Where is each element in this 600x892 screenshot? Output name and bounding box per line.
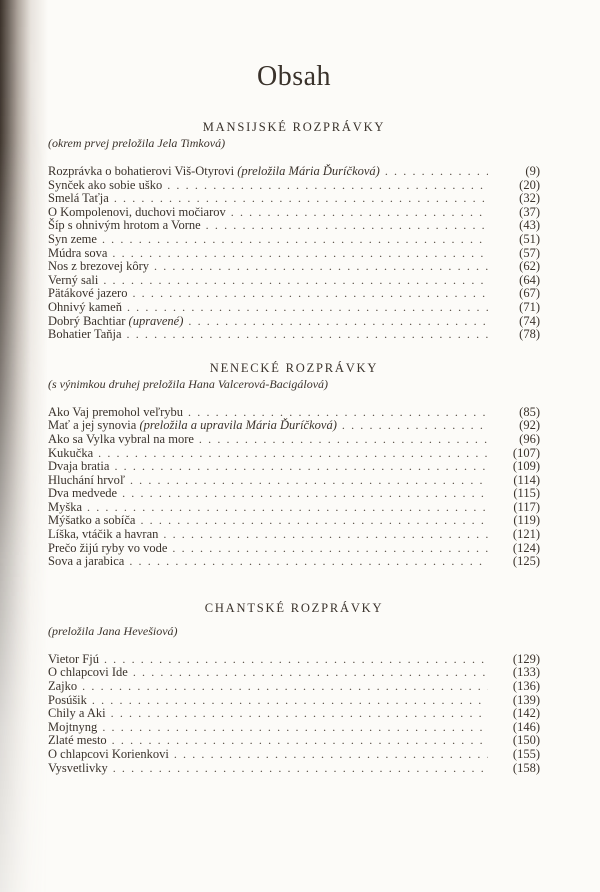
toc-entry [48,653,540,667]
dot-leader [102,233,488,247]
toc-entry [48,287,540,301]
toc-entry [48,487,540,501]
toc-entry [48,460,540,474]
entry-title: Ohnivý kameň [48,299,122,314]
toc-entry [48,666,540,680]
entry-page-number: (142) [512,706,540,721]
toc-entry [48,680,540,694]
dot-leader [87,501,488,515]
entry-title-group [48,179,162,193]
entry-title: O chlapcovi Ide [48,665,128,680]
entry-page-number: (136) [512,679,540,694]
entry-page-number: (32) [519,191,540,206]
toc-entry [48,748,540,762]
entry-title: Smelá Taťja [48,191,109,206]
toc-entry [48,555,540,569]
toc-entry [48,433,540,447]
entry-page-number: (114) [513,472,540,487]
toc-entry [48,219,540,233]
dot-leader [154,260,488,274]
entry-title: Mojtnyng [48,719,98,734]
entry-page-number: (109) [512,459,540,474]
entry-title: Verný sali [48,272,99,287]
dot-leader [127,328,488,342]
toc-entry [48,447,540,461]
entry-title-group [48,734,107,748]
page-title: Obsah [256,61,332,92]
entry-title: Myška [48,499,83,514]
dot-leader [82,680,488,694]
entry-title-group [48,555,124,569]
entry-title-group [48,219,201,233]
toc-section [48,361,540,569]
entry-title: Líška, vtáčik a havran [48,527,159,542]
toc-entry [48,179,540,193]
section-heading: NENECKÉ ROZPRÁVKY [209,360,379,375]
entry-title: Zlaté mesto [48,733,107,748]
entry-title: Posúšik [48,692,87,707]
section-entries [48,165,540,342]
entry-page-number: (62) [519,259,540,274]
dot-leader [127,301,488,315]
dot-leader [133,666,488,680]
entry-page-number: (92) [519,418,540,433]
dot-leader [140,514,488,528]
toc-entry [48,406,540,420]
entry-title: Dvaja bratia [48,459,110,474]
toc-entry [48,707,540,721]
entry-title: Ako Vaj premohol veľrybu [48,404,184,419]
toc-entry [48,419,540,433]
toc-section [48,601,540,775]
entry-page-number: (146) [512,719,540,734]
toc-entry [48,315,540,329]
toc-entry [48,474,540,488]
entry-title-group [48,328,122,342]
entry-page-number: (78) [519,327,540,342]
toc-entry [48,165,540,179]
dot-leader [114,460,488,474]
entry-page-number: (121) [512,527,540,542]
entry-title-group [48,474,125,488]
entry-inline-note: (upravené) [128,313,184,328]
dot-leader [113,762,488,776]
section-note: (preložila Jana Hevešiová) [48,623,178,638]
entry-page-number: (37) [519,204,540,219]
entry-page-number: (71) [519,299,540,314]
entry-title-group [48,460,109,474]
entry-title: O Kompolenovi, duchovi močiarov [48,204,226,219]
dot-leader [342,419,488,433]
toc-entry [48,233,540,247]
table-of-contents [48,0,540,775]
entry-page-number: (74) [519,313,540,328]
entry-title-group [48,260,149,274]
dot-leader [188,406,488,420]
entry-title-group [48,433,194,447]
entry-title-group [48,165,380,179]
entry-title-group [48,707,106,721]
dot-leader [167,179,488,193]
dot-leader [231,206,488,220]
entry-page-number: (119) [513,513,540,528]
entry-inline-note: (preložila a upravila Mária Ďuríčková) [139,418,337,433]
toc-entry [48,301,540,315]
entry-title-group [48,315,183,329]
section-entries [48,653,540,775]
entry-page-number: (107) [512,445,540,460]
entry-title-group [48,406,183,420]
dot-leader [102,721,488,735]
dot-leader [206,219,488,233]
toc-entry [48,721,540,735]
toc-entry [48,514,540,528]
entry-title-group [48,666,128,680]
entry-title: Syn zeme [48,231,97,246]
dot-leader [163,528,488,542]
entry-page-number: (51) [519,231,540,246]
dot-leader [114,192,488,206]
entry-page-number: (20) [519,177,540,192]
entry-title: Prečo žijú ryby vo vode [48,540,168,555]
entry-page-number: (158) [512,760,540,775]
entry-page-number: (150) [512,733,540,748]
dot-leader [112,247,488,261]
book-binding-shadow [0,0,48,892]
toc-entry [48,206,540,220]
entry-title: Bohatier Taňja [48,327,122,342]
entry-page-number: (96) [519,431,540,446]
toc-section [48,120,540,342]
entry-title: Vysvetlivky [48,760,108,775]
entry-title: Ako sa Vylka vybral na more [48,431,194,446]
entry-title-group [48,762,108,776]
entry-title: Sova a jarabica [48,554,125,569]
entry-page-number: (139) [512,692,540,707]
toc-entry [48,762,540,776]
entry-page-number: (117) [513,499,540,514]
entry-title-group [48,721,97,735]
dot-leader [188,315,488,329]
entry-title: Zajko [48,679,78,694]
entry-page-number: (124) [512,540,540,555]
dot-leader [132,287,488,301]
entry-title: Kukučka [48,445,94,460]
section-note: (s výnimkou druhej preložila Hana Valcerová-Bacigálová) [48,376,329,391]
entry-title: Vietor Fjú [48,651,99,666]
entry-title-group [48,680,77,694]
toc-entry [48,734,540,748]
entry-page-number: (43) [519,218,540,233]
entry-inline-note: (preložila Mária Ďuríčková) [237,164,380,178]
entry-title: Pätákové jazero [48,286,128,301]
dot-leader [199,433,488,447]
entry-title-group [48,206,226,220]
dot-leader [98,447,488,461]
entry-title-group [48,419,337,433]
toc-entry [48,528,540,542]
entry-title-group [48,694,87,708]
section-entries [48,406,540,569]
entry-title: Mať a jej synovia [48,418,137,433]
entry-title-group [48,748,169,762]
toc-sections [48,120,540,775]
entry-title-group [48,247,107,261]
entry-title-group [48,501,82,515]
toc-entry [48,694,540,708]
entry-title-group [48,301,122,315]
dot-leader [174,748,488,762]
entry-page-number: (57) [519,245,540,260]
entry-title-group [48,447,93,461]
dot-leader [112,734,488,748]
dot-leader [104,653,488,667]
entry-title-group [48,274,98,288]
entry-title: Chily a Aki [48,706,106,721]
toc-entry [48,542,540,556]
entry-title-group [48,514,135,528]
entry-page-number: (115) [513,486,540,501]
entry-title: Rozprávka o bohatierovi Viš-Otyrovi [48,164,235,178]
toc-entry [48,328,540,342]
entry-title: Múdra sova [48,245,108,260]
entry-title: O chlapcovi Korienkovi [48,747,169,761]
dot-leader [385,165,488,179]
entry-title: Synček ako sobie uško [48,177,163,192]
section-heading: CHANTSKÉ ROZPRÁVKY [204,600,384,615]
entry-page-number: (85) [519,404,540,419]
dot-leader [122,487,488,501]
entry-title-group [48,233,97,247]
entry-title: Nos z brezovej kôry [48,259,150,274]
entry-title: Dobrý Bachtiar [48,313,126,328]
entry-title-group [48,287,127,301]
toc-entry [48,501,540,515]
entry-title-group [48,487,117,501]
entry-title: Šíp s ohnivým hrotom a Vorne [48,218,201,233]
entry-page-number: (125) [512,554,540,569]
dot-leader [130,474,488,488]
dot-leader [129,555,488,569]
entry-page-number: (155) [512,747,540,761]
entry-title-group [48,542,167,556]
toc-entry [48,192,540,206]
entry-page-number: (9) [525,164,540,178]
entry-title: Dva medvede [48,486,118,501]
entry-page-number: (64) [519,272,540,287]
entry-title: Mýšatko a sobíča [48,513,136,528]
entry-page-number: (129) [512,651,540,666]
dot-leader [111,707,488,721]
entry-page-number: (67) [519,286,540,301]
section-note: (okrem prvej preložila Jela Timková) [48,136,226,150]
entry-title-group [48,192,109,206]
entry-title: Hluchání hrvoľ [48,472,125,487]
toc-entry [48,247,540,261]
toc-entry [48,274,540,288]
toc-entry [48,260,540,274]
dot-leader [172,542,488,556]
entry-title-group [48,528,158,542]
section-heading: MANSIJSKÉ ROZPRÁVKY [202,120,386,134]
entry-page-number: (133) [512,665,540,680]
dot-leader [92,694,488,708]
entry-title-group [48,653,99,667]
dot-leader [103,274,488,288]
